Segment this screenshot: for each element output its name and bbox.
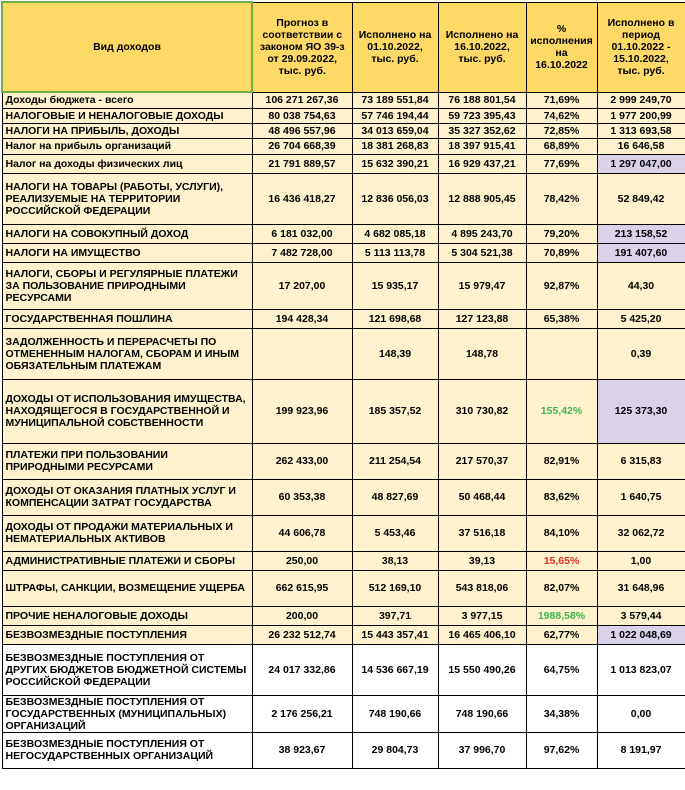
done-1610-cell: 16 929 437,21 bbox=[438, 154, 526, 173]
pct-cell: 1988,58% bbox=[526, 606, 597, 625]
done-1610-cell: 50 468,44 bbox=[438, 479, 526, 515]
revenue-type-cell: БЕЗВОЗМЕЗДНЫЕ ПОСТУПЛЕНИЯ bbox=[2, 625, 252, 644]
revenue-type-cell: ДОХОДЫ ОТ ОКАЗАНИЯ ПЛАТНЫХ УСЛУГ И КОМПЕНСАЦИИ ЗАТРАТ ГОСУДАРСТВА bbox=[2, 479, 252, 515]
table-row bbox=[2, 551, 685, 570]
done-0110-cell: 748 190,66 bbox=[352, 695, 438, 732]
col-header-revenue-type: Вид доходов bbox=[2, 2, 252, 92]
done-1610-cell: 310 730,82 bbox=[438, 379, 526, 443]
done-0110-cell: 397,71 bbox=[352, 606, 438, 625]
done-1610-cell: 4 895 243,70 bbox=[438, 224, 526, 243]
period-cell: 2 999 249,70 bbox=[597, 92, 685, 108]
done-0110-cell: 48 827,69 bbox=[352, 479, 438, 515]
table-row bbox=[2, 695, 685, 732]
forecast-cell: 199 923,96 bbox=[252, 379, 352, 443]
forecast-cell: 80 038 754,63 bbox=[252, 108, 352, 123]
table-row bbox=[2, 224, 685, 243]
col-header-period: Исполнено в период 01.10.2022 - 15.10.2022, тыс. руб. bbox=[597, 2, 685, 92]
period-cell: 44,30 bbox=[597, 262, 685, 309]
done-0110-cell: 512 169,10 bbox=[352, 570, 438, 606]
done-1610-cell: 127 123,88 bbox=[438, 309, 526, 328]
period-cell: 5 425,20 bbox=[597, 309, 685, 328]
period-cell: 1 297 047,00 bbox=[597, 154, 685, 173]
period-cell: 1 313 693,58 bbox=[597, 123, 685, 138]
pct-cell: 97,62% bbox=[526, 732, 597, 768]
pct-cell: 78,42% bbox=[526, 173, 597, 224]
revenue-table bbox=[1, 1, 685, 769]
table-row bbox=[2, 173, 685, 224]
done-1610-cell: 37 516,18 bbox=[438, 515, 526, 551]
period-cell: 1 977 200,99 bbox=[597, 108, 685, 123]
period-cell: 3 579,44 bbox=[597, 606, 685, 625]
done-1610-cell: 3 977,15 bbox=[438, 606, 526, 625]
pct-cell: 64,75% bbox=[526, 644, 597, 695]
table-row bbox=[2, 570, 685, 606]
done-0110-cell: 15 632 390,21 bbox=[352, 154, 438, 173]
revenue-type-cell: ДОХОДЫ ОТ ПРОДАЖИ МАТЕРИАЛЬНЫХ И НЕМАТЕРИАЛЬНЫХ АКТИВОВ bbox=[2, 515, 252, 551]
pct-cell: 84,10% bbox=[526, 515, 597, 551]
forecast-cell: 26 232 512,74 bbox=[252, 625, 352, 644]
done-0110-cell: 4 682 085,18 bbox=[352, 224, 438, 243]
done-1610-cell: 18 397 915,41 bbox=[438, 138, 526, 154]
done-0110-cell: 15 443 357,41 bbox=[352, 625, 438, 644]
table-row bbox=[2, 92, 685, 108]
done-1610-cell: 16 465 406,10 bbox=[438, 625, 526, 644]
pct-cell: 83,62% bbox=[526, 479, 597, 515]
period-cell: 125 373,30 bbox=[597, 379, 685, 443]
done-1610-cell: 59 723 395,43 bbox=[438, 108, 526, 123]
pct-cell: 155,42% bbox=[526, 379, 597, 443]
revenue-type-cell: Доходы бюджета - всего bbox=[2, 92, 252, 108]
revenue-type-cell: БЕЗВОЗМЕЗДНЫЕ ПОСТУПЛЕНИЯ ОТ ДРУГИХ БЮДЖЕТОВ БЮДЖЕТНОЙ СИСТЕМЫ РОССИЙСКОЙ ФЕДЕРАЦИИ bbox=[2, 644, 252, 695]
pct-cell: 77,69% bbox=[526, 154, 597, 173]
done-0110-cell: 34 013 659,04 bbox=[352, 123, 438, 138]
pct-cell: 15,65% bbox=[526, 551, 597, 570]
period-cell: 1,00 bbox=[597, 551, 685, 570]
period-cell: 0,39 bbox=[597, 328, 685, 379]
table-row bbox=[2, 443, 685, 479]
period-cell: 191 407,60 bbox=[597, 243, 685, 262]
revenue-type-cell: ШТРАФЫ, САНКЦИИ, ВОЗМЕЩЕНИЕ УЩЕРБА bbox=[2, 570, 252, 606]
table-row bbox=[2, 625, 685, 644]
forecast-cell: 16 436 418,27 bbox=[252, 173, 352, 224]
revenue-type-cell: ПРОЧИЕ НЕНАЛОГОВЫЕ ДОХОДЫ bbox=[2, 606, 252, 625]
done-1610-cell: 148,78 bbox=[438, 328, 526, 379]
pct-cell: 74,62% bbox=[526, 108, 597, 123]
table-row bbox=[2, 479, 685, 515]
table-row bbox=[2, 262, 685, 309]
table-row bbox=[2, 108, 685, 123]
done-0110-cell: 29 804,73 bbox=[352, 732, 438, 768]
table-row bbox=[2, 309, 685, 328]
table-row bbox=[2, 328, 685, 379]
done-0110-cell: 57 746 194,44 bbox=[352, 108, 438, 123]
done-0110-cell: 18 381 268,83 bbox=[352, 138, 438, 154]
revenue-type-cell: НАЛОГОВЫЕ И НЕНАЛОГОВЫЕ ДОХОДЫ bbox=[2, 108, 252, 123]
pct-cell: 62,77% bbox=[526, 625, 597, 644]
revenue-type-cell: ЗАДОЛЖЕННОСТЬ И ПЕРЕРАСЧЕТЫ ПО ОТМЕНЕННЫМ НАЛОГАМ, СБОРАМ И ИНЫМ ОБЯЗАТЕЛЬНЫМ ПЛАТЕЖАМ bbox=[2, 328, 252, 379]
pct-cell: 82,07% bbox=[526, 570, 597, 606]
period-cell: 1 640,75 bbox=[597, 479, 685, 515]
revenue-type-cell: НАЛОГИ, СБОРЫ И РЕГУЛЯРНЫЕ ПЛАТЕЖИ ЗА ПОЛЬЗОВАНИЕ ПРИРОДНЫМИ РЕСУРСАМИ bbox=[2, 262, 252, 309]
done-0110-cell: 5 113 113,78 bbox=[352, 243, 438, 262]
header-row bbox=[2, 2, 685, 92]
revenue-type-cell: НАЛОГИ НА ТОВАРЫ (РАБОТЫ, УСЛУГИ), РЕАЛИЗУЕМЫЕ НА ТЕРРИТОРИИ РОССИЙСКОЙ ФЕДЕРАЦИИ bbox=[2, 173, 252, 224]
done-1610-cell: 12 888 905,45 bbox=[438, 173, 526, 224]
revenue-type-cell: НАЛОГИ НА СОВОКУПНЫЙ ДОХОД bbox=[2, 224, 252, 243]
revenue-type-cell: Налог на доходы физических лиц bbox=[2, 154, 252, 173]
period-cell: 31 648,96 bbox=[597, 570, 685, 606]
done-0110-cell: 14 536 667,19 bbox=[352, 644, 438, 695]
forecast-cell: 250,00 bbox=[252, 551, 352, 570]
forecast-cell: 26 704 668,39 bbox=[252, 138, 352, 154]
period-cell: 6 315,83 bbox=[597, 443, 685, 479]
forecast-cell: 662 615,95 bbox=[252, 570, 352, 606]
done-0110-cell: 185 357,52 bbox=[352, 379, 438, 443]
period-cell: 16 646,58 bbox=[597, 138, 685, 154]
col-header-percent: % исполнения на 16.10.2022 bbox=[526, 2, 597, 92]
forecast-cell: 6 181 032,00 bbox=[252, 224, 352, 243]
pct-cell: 92,87% bbox=[526, 262, 597, 309]
done-1610-cell: 217 570,37 bbox=[438, 443, 526, 479]
done-0110-cell: 38,13 bbox=[352, 551, 438, 570]
pct-cell: 70,89% bbox=[526, 243, 597, 262]
pct-cell: 79,20% bbox=[526, 224, 597, 243]
pct-cell: 34,38% bbox=[526, 695, 597, 732]
forecast-cell: 7 482 728,00 bbox=[252, 243, 352, 262]
done-1610-cell: 15 979,47 bbox=[438, 262, 526, 309]
col-header-done-0110: Исполнено на 01.10.2022, тыс. руб. bbox=[352, 2, 438, 92]
done-1610-cell: 39,13 bbox=[438, 551, 526, 570]
forecast-cell: 60 353,38 bbox=[252, 479, 352, 515]
period-cell: 0,00 bbox=[597, 695, 685, 732]
table-row bbox=[2, 732, 685, 768]
done-0110-cell: 211 254,54 bbox=[352, 443, 438, 479]
done-1610-cell: 37 996,70 bbox=[438, 732, 526, 768]
col-header-forecast: Прогноз в соответствии с законом ЯО 39-з от 29.09.2022, тыс. руб. bbox=[252, 2, 352, 92]
forecast-cell: 200,00 bbox=[252, 606, 352, 625]
period-cell: 8 191,97 bbox=[597, 732, 685, 768]
revenue-type-cell: ДОХОДЫ ОТ ИСПОЛЬЗОВАНИЯ ИМУЩЕСТВА, НАХОДЯЩЕГОСЯ В ГОСУДАРСТВЕННОЙ И МУНИЦИПАЛЬНОЙ СОБСТВЕННОСТИ bbox=[2, 379, 252, 443]
table-row bbox=[2, 123, 685, 138]
revenue-type-cell: АДМИНИСТРАТИВНЫЕ ПЛАТЕЖИ И СБОРЫ bbox=[2, 551, 252, 570]
done-1610-cell: 35 327 352,62 bbox=[438, 123, 526, 138]
table-row bbox=[2, 379, 685, 443]
forecast-cell: 17 207,00 bbox=[252, 262, 352, 309]
revenue-type-cell: ГОСУДАРСТВЕННАЯ ПОШЛИНА bbox=[2, 309, 252, 328]
revenue-type-cell: НАЛОГИ НА ПРИБЫЛЬ, ДОХОДЫ bbox=[2, 123, 252, 138]
period-cell: 213 158,52 bbox=[597, 224, 685, 243]
period-cell: 1 013 823,07 bbox=[597, 644, 685, 695]
revenue-type-cell: НАЛОГИ НА ИМУЩЕСТВО bbox=[2, 243, 252, 262]
pct-cell: 65,38% bbox=[526, 309, 597, 328]
done-1610-cell: 76 188 801,54 bbox=[438, 92, 526, 108]
table-row bbox=[2, 138, 685, 154]
done-0110-cell: 121 698,68 bbox=[352, 309, 438, 328]
forecast-cell: 24 017 332,86 bbox=[252, 644, 352, 695]
done-1610-cell: 543 818,06 bbox=[438, 570, 526, 606]
pct-cell: 68,89% bbox=[526, 138, 597, 154]
period-cell: 1 022 048,69 bbox=[597, 625, 685, 644]
revenue-type-cell: БЕЗВОЗМЕЗДНЫЕ ПОСТУПЛЕНИЯ ОТ ГОСУДАРСТВЕННЫХ (МУНИЦИПАЛЬНЫХ) ОРГАНИЗАЦИЙ bbox=[2, 695, 252, 732]
forecast-cell: 38 923,67 bbox=[252, 732, 352, 768]
forecast-cell: 2 176 256,21 bbox=[252, 695, 352, 732]
done-0110-cell: 12 836 056,03 bbox=[352, 173, 438, 224]
forecast-cell: 194 428,34 bbox=[252, 309, 352, 328]
done-0110-cell: 73 189 551,84 bbox=[352, 92, 438, 108]
revenue-type-cell: ПЛАТЕЖИ ПРИ ПОЛЬЗОВАНИИ ПРИРОДНЫМИ РЕСУРСАМИ bbox=[2, 443, 252, 479]
table-row bbox=[2, 154, 685, 173]
forecast-cell: 44 606,78 bbox=[252, 515, 352, 551]
done-1610-cell: 5 304 521,38 bbox=[438, 243, 526, 262]
done-1610-cell: 748 190,66 bbox=[438, 695, 526, 732]
forecast-cell bbox=[252, 328, 352, 379]
period-cell: 32 062,72 bbox=[597, 515, 685, 551]
pct-cell: 82,91% bbox=[526, 443, 597, 479]
revenue-type-cell: Налог на прибыль организаций bbox=[2, 138, 252, 154]
table-row bbox=[2, 515, 685, 551]
forecast-cell: 262 433,00 bbox=[252, 443, 352, 479]
pct-cell: 72,85% bbox=[526, 123, 597, 138]
forecast-cell: 106 271 267,36 bbox=[252, 92, 352, 108]
done-0110-cell: 148,39 bbox=[352, 328, 438, 379]
period-cell: 52 849,42 bbox=[597, 173, 685, 224]
pct-cell: 71,69% bbox=[526, 92, 597, 108]
pct-cell bbox=[526, 328, 597, 379]
col-header-done-1610: Исполнено на 16.10.2022, тыс. руб. bbox=[438, 2, 526, 92]
table-row bbox=[2, 644, 685, 695]
done-0110-cell: 5 453,46 bbox=[352, 515, 438, 551]
forecast-cell: 48 496 557,96 bbox=[252, 123, 352, 138]
forecast-cell: 21 791 889,57 bbox=[252, 154, 352, 173]
done-0110-cell: 15 935,17 bbox=[352, 262, 438, 309]
table-row bbox=[2, 243, 685, 262]
revenue-type-cell: БЕЗВОЗМЕЗДНЫЕ ПОСТУПЛЕНИЯ ОТ НЕГОСУДАРСТВЕННЫХ ОРГАНИЗАЦИЙ bbox=[2, 732, 252, 768]
done-1610-cell: 15 550 490,26 bbox=[438, 644, 526, 695]
table-row bbox=[2, 606, 685, 625]
